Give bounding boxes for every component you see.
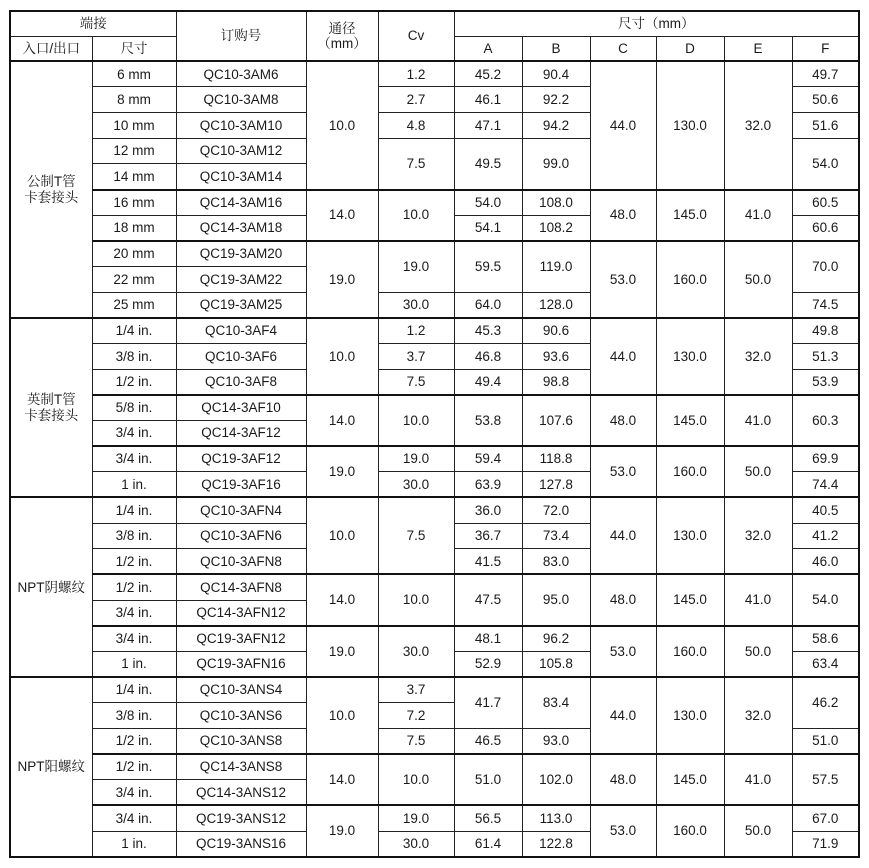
cell-E: 32.0 bbox=[724, 318, 792, 395]
cell-D: 145.0 bbox=[656, 395, 724, 446]
cell-D: 160.0 bbox=[656, 626, 724, 677]
cell-order: QC10-3AFN6 bbox=[176, 523, 306, 549]
cell-size: 3/8 in. bbox=[92, 344, 176, 370]
cell-B: 118.8 bbox=[522, 446, 590, 472]
cell-F: 50.6 bbox=[792, 87, 859, 113]
cell-F: 67.0 bbox=[792, 805, 859, 831]
cell-C: 44.0 bbox=[590, 497, 656, 574]
table-row bbox=[10, 626, 859, 652]
cell-A: 46.1 bbox=[454, 87, 522, 113]
cell-order: QC10-3ANS4 bbox=[176, 677, 306, 703]
cell-C: 48.0 bbox=[590, 395, 656, 446]
header-E: E bbox=[724, 36, 792, 61]
cell-D: 145.0 bbox=[656, 574, 724, 625]
cell-order: QC10-3ANS8 bbox=[176, 728, 306, 754]
header-F: F bbox=[792, 36, 859, 61]
cell-B: 102.0 bbox=[522, 754, 590, 805]
cell-B: 127.8 bbox=[522, 472, 590, 498]
table-row bbox=[10, 395, 859, 421]
cell-size: 3/8 in. bbox=[92, 523, 176, 549]
group-label bbox=[10, 318, 92, 498]
cell-E: 50.0 bbox=[724, 626, 792, 677]
cell-size: 3/4 in. bbox=[92, 805, 176, 831]
cell-A: 61.4 bbox=[454, 831, 522, 857]
cell-order: QC10-3ANS6 bbox=[176, 703, 306, 729]
cell-B: 108.0 bbox=[522, 190, 590, 216]
cell-A: 49.4 bbox=[454, 369, 522, 395]
cell-bore: 14.0 bbox=[306, 754, 378, 805]
cell-size: 1 in. bbox=[92, 472, 176, 498]
cell-A: 54.0 bbox=[454, 190, 522, 216]
cell-B: 93.0 bbox=[522, 728, 590, 754]
cell-size: 1/2 in. bbox=[92, 549, 176, 575]
cell-F: 60.3 bbox=[792, 395, 859, 446]
cell-size: 1/4 in. bbox=[92, 497, 176, 523]
cell-cv: 4.8 bbox=[378, 113, 454, 139]
table-row bbox=[10, 805, 859, 831]
cell-bore: 10.0 bbox=[306, 318, 378, 395]
cell-order: QC10-3AF4 bbox=[176, 318, 306, 344]
cell-bore: 10.0 bbox=[306, 497, 378, 574]
cell-A: 46.8 bbox=[454, 344, 522, 370]
cell-B: 96.2 bbox=[522, 626, 590, 652]
cell-B: 108.2 bbox=[522, 215, 590, 241]
cell-D: 160.0 bbox=[656, 805, 724, 857]
cell-C: 53.0 bbox=[590, 446, 656, 497]
cell-order: QC10-3AF6 bbox=[176, 344, 306, 370]
cell-F: 57.5 bbox=[792, 754, 859, 805]
cell-size: 14 mm bbox=[92, 164, 176, 190]
cell-A: 54.1 bbox=[454, 215, 522, 241]
cell-order: QC19-3AFN16 bbox=[176, 651, 306, 677]
cell-B: 92.2 bbox=[522, 87, 590, 113]
cell-F: 49.8 bbox=[792, 318, 859, 344]
cell-F: 51.6 bbox=[792, 113, 859, 139]
cell-F: 46.2 bbox=[792, 677, 859, 728]
cell-order: QC19-3AFN12 bbox=[176, 626, 306, 652]
header-port: 端接 bbox=[10, 11, 176, 36]
cell-size: 3/4 in. bbox=[92, 780, 176, 806]
cell-size: 1/2 in. bbox=[92, 754, 176, 780]
cell-order: QC14-3AM18 bbox=[176, 215, 306, 241]
cell-E: 41.0 bbox=[724, 190, 792, 241]
cell-bore: 19.0 bbox=[306, 446, 378, 497]
cell-bore: 19.0 bbox=[306, 626, 378, 677]
cell-C: 44.0 bbox=[590, 61, 656, 189]
cell-size: 18 mm bbox=[92, 215, 176, 241]
cell-F: 70.0 bbox=[792, 241, 859, 292]
spec-table bbox=[9, 10, 860, 858]
cell-D: 130.0 bbox=[656, 318, 724, 395]
group-name: 英制T管 bbox=[26, 392, 76, 408]
cell-C: 48.0 bbox=[590, 574, 656, 625]
cell-bore: 14.0 bbox=[306, 574, 378, 625]
cell-size: 25 mm bbox=[92, 292, 176, 318]
cell-B: 94.2 bbox=[522, 113, 590, 139]
cell-E: 50.0 bbox=[724, 241, 792, 318]
cell-F: 40.5 bbox=[792, 497, 859, 523]
cell-A: 64.0 bbox=[454, 292, 522, 318]
cell-B: 98.8 bbox=[522, 369, 590, 395]
cell-B: 122.8 bbox=[522, 831, 590, 857]
header-cv: Cv bbox=[378, 11, 454, 61]
cell-A: 45.3 bbox=[454, 318, 522, 344]
cell-A: 46.5 bbox=[454, 728, 522, 754]
cell-cv: 10.0 bbox=[378, 190, 454, 241]
cell-order: QC19-3ANS16 bbox=[176, 831, 306, 857]
cell-E: 50.0 bbox=[724, 446, 792, 497]
cell-F: 54.0 bbox=[792, 574, 859, 625]
cell-cv: 3.7 bbox=[378, 344, 454, 370]
cell-order: QC10-3AM10 bbox=[176, 113, 306, 139]
cell-size: 10 mm bbox=[92, 113, 176, 139]
cell-A: 52.9 bbox=[454, 651, 522, 677]
cell-order: QC14-3AFN8 bbox=[176, 574, 306, 600]
cell-A: 41.5 bbox=[454, 549, 522, 575]
cell-order: QC14-3AFN12 bbox=[176, 600, 306, 626]
header-bore bbox=[306, 11, 378, 61]
header-bore-label: 通径 bbox=[328, 20, 356, 36]
cell-C: 53.0 bbox=[590, 626, 656, 677]
cell-cv: 19.0 bbox=[378, 446, 454, 472]
cell-F: 63.4 bbox=[792, 651, 859, 677]
header-A: A bbox=[454, 36, 522, 61]
cell-order: QC14-3AF10 bbox=[176, 395, 306, 421]
cell-cv: 30.0 bbox=[378, 292, 454, 318]
cell-cv: 19.0 bbox=[378, 805, 454, 831]
cell-C: 48.0 bbox=[590, 190, 656, 241]
cell-F: 54.0 bbox=[792, 138, 859, 189]
cell-bore: 10.0 bbox=[306, 61, 378, 189]
cell-F: 58.6 bbox=[792, 626, 859, 652]
cell-E: 41.0 bbox=[724, 574, 792, 625]
cell-cv: 10.0 bbox=[378, 395, 454, 446]
cell-A: 56.5 bbox=[454, 805, 522, 831]
cell-C: 44.0 bbox=[590, 677, 656, 754]
cell-A: 45.2 bbox=[454, 61, 522, 87]
cell-E: 50.0 bbox=[724, 805, 792, 857]
header-row-1 bbox=[10, 11, 859, 36]
cell-A: 47.1 bbox=[454, 113, 522, 139]
cell-A: 59.4 bbox=[454, 446, 522, 472]
cell-B: 128.0 bbox=[522, 292, 590, 318]
cell-D: 145.0 bbox=[656, 754, 724, 805]
cell-order: QC19-3AF12 bbox=[176, 446, 306, 472]
cell-cv: 30.0 bbox=[378, 472, 454, 498]
cell-B: 90.4 bbox=[522, 61, 590, 87]
cell-A: 49.5 bbox=[454, 138, 522, 189]
cell-size: 1 in. bbox=[92, 651, 176, 677]
cell-order: QC10-3AF8 bbox=[176, 369, 306, 395]
cell-F: 41.2 bbox=[792, 523, 859, 549]
header-inout: 入口/出口 bbox=[10, 36, 92, 61]
cell-cv: 2.7 bbox=[378, 87, 454, 113]
cell-C: 44.0 bbox=[590, 318, 656, 395]
table-row bbox=[10, 190, 859, 216]
cell-cv: 30.0 bbox=[378, 626, 454, 677]
group-label: NPT阴螺纹 bbox=[10, 497, 92, 677]
cell-size: 3/4 in. bbox=[92, 446, 176, 472]
cell-order: QC14-3ANS8 bbox=[176, 754, 306, 780]
header-D: D bbox=[656, 36, 724, 61]
cell-size: 3/4 in. bbox=[92, 600, 176, 626]
table-row bbox=[10, 754, 859, 780]
cell-A: 59.5 bbox=[454, 241, 522, 292]
cell-order: QC10-3AFN4 bbox=[176, 497, 306, 523]
header-size: 尺寸 bbox=[92, 36, 176, 61]
cell-cv: 7.5 bbox=[378, 138, 454, 189]
cell-cv: 30.0 bbox=[378, 831, 454, 857]
cell-order: QC10-3AM8 bbox=[176, 87, 306, 113]
cell-size: 3/4 in. bbox=[92, 626, 176, 652]
cell-B: 113.0 bbox=[522, 805, 590, 831]
cell-D: 130.0 bbox=[656, 61, 724, 189]
header-order: 订购号 bbox=[176, 11, 306, 61]
table-row bbox=[10, 677, 859, 703]
cell-order: QC19-3AF16 bbox=[176, 472, 306, 498]
cell-C: 48.0 bbox=[590, 754, 656, 805]
group-label: NPT阳螺纹 bbox=[10, 677, 92, 857]
group-name-2: 卡套接头 bbox=[24, 189, 79, 205]
cell-B: 105.8 bbox=[522, 651, 590, 677]
cell-cv: 10.0 bbox=[378, 754, 454, 805]
cell-size: 16 mm bbox=[92, 190, 176, 216]
cell-size: 20 mm bbox=[92, 241, 176, 267]
cell-size: 1/2 in. bbox=[92, 369, 176, 395]
cell-order: QC19-3AM25 bbox=[176, 292, 306, 318]
cell-order: QC10-3AFN8 bbox=[176, 549, 306, 575]
cell-F: 49.7 bbox=[792, 61, 859, 87]
cell-D: 130.0 bbox=[656, 497, 724, 574]
cell-cv: 1.2 bbox=[378, 61, 454, 87]
cell-F: 46.0 bbox=[792, 549, 859, 575]
cell-size: 3/4 in. bbox=[92, 421, 176, 447]
cell-F: 51.0 bbox=[792, 728, 859, 754]
cell-B: 95.0 bbox=[522, 574, 590, 625]
cell-size: 1/2 in. bbox=[92, 728, 176, 754]
cell-F: 74.4 bbox=[792, 472, 859, 498]
cell-F: 74.5 bbox=[792, 292, 859, 318]
header-B: B bbox=[522, 36, 590, 61]
cell-cv: 7.5 bbox=[378, 497, 454, 574]
cell-C: 53.0 bbox=[590, 241, 656, 318]
cell-cv: 3.7 bbox=[378, 677, 454, 703]
cell-C: 53.0 bbox=[590, 805, 656, 857]
cell-size: 5/8 in. bbox=[92, 395, 176, 421]
cell-order: QC10-3AM6 bbox=[176, 61, 306, 87]
cell-A: 36.7 bbox=[454, 523, 522, 549]
cell-A: 36.0 bbox=[454, 497, 522, 523]
cell-cv: 7.5 bbox=[378, 369, 454, 395]
cell-order: QC10-3AM14 bbox=[176, 164, 306, 190]
cell-bore: 14.0 bbox=[306, 395, 378, 446]
cell-order: QC10-3AM12 bbox=[176, 138, 306, 164]
cell-order: QC14-3ANS12 bbox=[176, 780, 306, 806]
cell-D: 145.0 bbox=[656, 190, 724, 241]
cell-cv: 10.0 bbox=[378, 574, 454, 625]
cell-D: 160.0 bbox=[656, 241, 724, 318]
cell-F: 60.5 bbox=[792, 190, 859, 216]
cell-A: 63.9 bbox=[454, 472, 522, 498]
cell-E: 41.0 bbox=[724, 395, 792, 446]
cell-F: 69.9 bbox=[792, 446, 859, 472]
group-name-2: 卡套接头 bbox=[24, 407, 79, 423]
cell-bore: 19.0 bbox=[306, 241, 378, 318]
cell-cv: 7.5 bbox=[378, 728, 454, 754]
cell-size: 22 mm bbox=[92, 267, 176, 293]
cell-E: 41.0 bbox=[724, 754, 792, 805]
cell-order: QC19-3AM20 bbox=[176, 241, 306, 267]
cell-B: 107.6 bbox=[522, 395, 590, 446]
cell-A: 47.5 bbox=[454, 574, 522, 625]
cell-size: 1/4 in. bbox=[92, 318, 176, 344]
cell-size: 1/4 in. bbox=[92, 677, 176, 703]
cell-B: 93.6 bbox=[522, 344, 590, 370]
cell-cv: 7.2 bbox=[378, 703, 454, 729]
cell-B: 90.6 bbox=[522, 318, 590, 344]
group-name: 公制T管 bbox=[26, 174, 76, 190]
cell-E: 32.0 bbox=[724, 497, 792, 574]
cell-A: 48.1 bbox=[454, 626, 522, 652]
cell-order: QC14-3AM16 bbox=[176, 190, 306, 216]
cell-size: 1 in. bbox=[92, 831, 176, 857]
cell-bore: 10.0 bbox=[306, 677, 378, 754]
cell-A: 41.7 bbox=[454, 677, 522, 728]
cell-order: QC14-3AF12 bbox=[176, 421, 306, 447]
cell-B: 72.0 bbox=[522, 497, 590, 523]
cell-size: 8 mm bbox=[92, 87, 176, 113]
table-row bbox=[10, 574, 859, 600]
table-row bbox=[10, 61, 859, 87]
cell-A: 51.0 bbox=[454, 754, 522, 805]
header-dims: 尺寸（mm） bbox=[454, 11, 859, 36]
cell-B: 119.0 bbox=[522, 241, 590, 292]
cell-D: 130.0 bbox=[656, 677, 724, 754]
cell-F: 53.9 bbox=[792, 369, 859, 395]
cell-E: 32.0 bbox=[724, 61, 792, 189]
table-row bbox=[10, 318, 859, 344]
cell-bore: 14.0 bbox=[306, 190, 378, 241]
cell-F: 71.9 bbox=[792, 831, 859, 857]
cell-E: 32.0 bbox=[724, 677, 792, 754]
cell-cv: 19.0 bbox=[378, 241, 454, 292]
table-row bbox=[10, 446, 859, 472]
cell-F: 60.6 bbox=[792, 215, 859, 241]
cell-cv: 1.2 bbox=[378, 318, 454, 344]
cell-B: 99.0 bbox=[522, 138, 590, 189]
cell-bore: 19.0 bbox=[306, 805, 378, 857]
cell-B: 83.4 bbox=[522, 677, 590, 728]
table-row bbox=[10, 497, 859, 523]
header-bore-unit: （mm） bbox=[317, 36, 367, 52]
header-C: C bbox=[590, 36, 656, 61]
cell-size: 12 mm bbox=[92, 138, 176, 164]
cell-B: 83.0 bbox=[522, 549, 590, 575]
cell-F: 51.3 bbox=[792, 344, 859, 370]
cell-order: QC19-3ANS12 bbox=[176, 805, 306, 831]
cell-D: 160.0 bbox=[656, 446, 724, 497]
group-label bbox=[10, 61, 92, 318]
cell-B: 73.4 bbox=[522, 523, 590, 549]
cell-order: QC19-3AM22 bbox=[176, 267, 306, 293]
cell-size: 1/2 in. bbox=[92, 574, 176, 600]
cell-A: 53.8 bbox=[454, 395, 522, 446]
cell-size: 6 mm bbox=[92, 61, 176, 87]
cell-size: 3/8 in. bbox=[92, 703, 176, 729]
table-row bbox=[10, 241, 859, 267]
